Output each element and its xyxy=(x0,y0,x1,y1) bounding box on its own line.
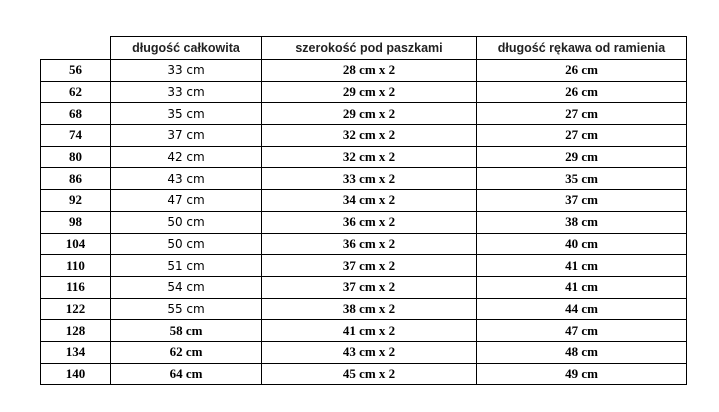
total-length-cell: 33 cm xyxy=(111,81,262,103)
header-corner xyxy=(41,37,111,60)
header-sleeve-length: długość rękawa od ramienia xyxy=(477,37,687,60)
table-row xyxy=(41,168,687,190)
size-cell: 110 xyxy=(41,255,111,277)
width-under-arms-cell: 32 cm x 2 xyxy=(262,146,477,168)
width-under-arms-cell: 37 cm x 2 xyxy=(262,255,477,277)
width-under-arms-cell: 43 cm x 2 xyxy=(262,341,477,363)
header-total-length: długość całkowita xyxy=(111,37,262,60)
width-under-arms-cell: 41 cm x 2 xyxy=(262,320,477,342)
total-length-cell: 55 cm xyxy=(111,298,262,320)
sleeve-length-cell: 40 cm xyxy=(477,233,687,255)
sleeve-length-cell: 26 cm xyxy=(477,60,687,82)
sleeve-length-cell: 49 cm xyxy=(477,363,687,385)
sleeve-length-cell: 41 cm xyxy=(477,255,687,277)
size-cell: 128 xyxy=(41,320,111,342)
size-cell: 62 xyxy=(41,81,111,103)
width-under-arms-cell: 37 cm x 2 xyxy=(262,276,477,298)
table-row xyxy=(41,255,687,277)
width-under-arms-cell: 34 cm x 2 xyxy=(262,190,477,212)
size-cell: 86 xyxy=(41,168,111,190)
size-cell: 116 xyxy=(41,276,111,298)
table-header-row xyxy=(41,37,687,60)
sleeve-length-cell: 41 cm xyxy=(477,276,687,298)
size-cell: 92 xyxy=(41,190,111,212)
sleeve-length-cell: 37 cm xyxy=(477,190,687,212)
width-under-arms-cell: 33 cm x 2 xyxy=(262,168,477,190)
sleeve-length-cell: 27 cm xyxy=(477,103,687,125)
table-row xyxy=(41,363,687,385)
size-chart-table xyxy=(40,36,687,385)
table-row xyxy=(41,103,687,125)
width-under-arms-cell: 38 cm x 2 xyxy=(262,298,477,320)
table-row xyxy=(41,233,687,255)
total-length-cell: 50 cm xyxy=(111,211,262,233)
size-cell: 56 xyxy=(41,60,111,82)
total-length-cell: 35 cm xyxy=(111,103,262,125)
total-length-cell: 58 cm xyxy=(111,320,262,342)
size-cell: 140 xyxy=(41,363,111,385)
total-length-cell: 33 cm xyxy=(111,60,262,82)
sleeve-length-cell: 35 cm xyxy=(477,168,687,190)
table-row xyxy=(41,81,687,103)
width-under-arms-cell: 28 cm x 2 xyxy=(262,60,477,82)
width-under-arms-cell: 29 cm x 2 xyxy=(262,103,477,125)
size-cell: 104 xyxy=(41,233,111,255)
total-length-cell: 42 cm xyxy=(111,146,262,168)
sleeve-length-cell: 27 cm xyxy=(477,125,687,147)
sleeve-length-cell: 47 cm xyxy=(477,320,687,342)
size-cell: 122 xyxy=(41,298,111,320)
table-row xyxy=(41,146,687,168)
total-length-cell: 54 cm xyxy=(111,276,262,298)
width-under-arms-cell: 29 cm x 2 xyxy=(262,81,477,103)
total-length-cell: 50 cm xyxy=(111,233,262,255)
sleeve-length-cell: 44 cm xyxy=(477,298,687,320)
table-row xyxy=(41,341,687,363)
table-row xyxy=(41,190,687,212)
size-cell: 68 xyxy=(41,103,111,125)
width-under-arms-cell: 45 cm x 2 xyxy=(262,363,477,385)
table-row xyxy=(41,320,687,342)
size-cell: 80 xyxy=(41,146,111,168)
width-under-arms-cell: 36 cm x 2 xyxy=(262,233,477,255)
sleeve-length-cell: 26 cm xyxy=(477,81,687,103)
size-cell: 134 xyxy=(41,341,111,363)
table-row xyxy=(41,298,687,320)
sleeve-length-cell: 38 cm xyxy=(477,211,687,233)
width-under-arms-cell: 36 cm x 2 xyxy=(262,211,477,233)
total-length-cell: 62 cm xyxy=(111,341,262,363)
table-row xyxy=(41,60,687,82)
table-row xyxy=(41,211,687,233)
size-cell: 98 xyxy=(41,211,111,233)
total-length-cell: 51 cm xyxy=(111,255,262,277)
width-under-arms-cell: 32 cm x 2 xyxy=(262,125,477,147)
total-length-cell: 64 cm xyxy=(111,363,262,385)
table-row xyxy=(41,125,687,147)
total-length-cell: 43 cm xyxy=(111,168,262,190)
table-row xyxy=(41,276,687,298)
header-width-under-arms: szerokość pod paszkami xyxy=(262,37,477,60)
sleeve-length-cell: 29 cm xyxy=(477,146,687,168)
table-body xyxy=(41,60,687,385)
size-cell: 74 xyxy=(41,125,111,147)
sleeve-length-cell: 48 cm xyxy=(477,341,687,363)
total-length-cell: 47 cm xyxy=(111,190,262,212)
total-length-cell: 37 cm xyxy=(111,125,262,147)
